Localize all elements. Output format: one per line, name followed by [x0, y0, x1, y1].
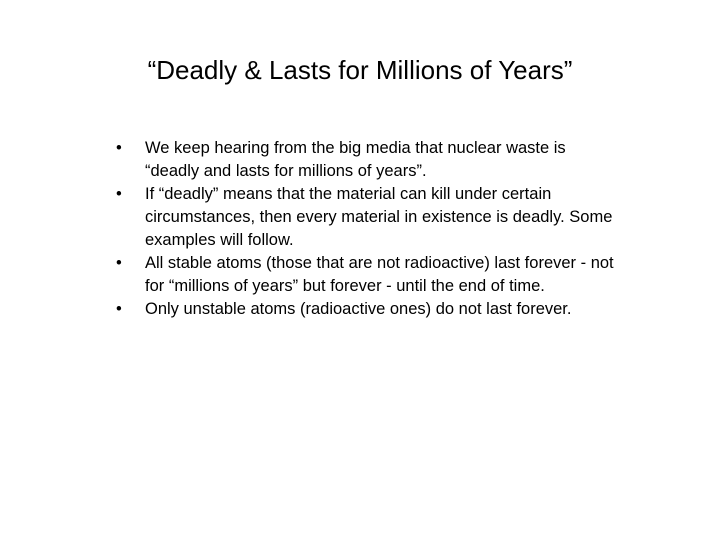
bullet-icon: • [116, 254, 122, 272]
bullet-item [116, 252, 616, 298]
bullet-icon: • [116, 300, 122, 318]
bullet-icon: • [116, 185, 122, 203]
bullet-list [116, 137, 616, 321]
bullet-item [116, 298, 616, 321]
bullet-text: All stable atoms (those that are not radioactive) last forever - not for “millions of years” but forever - until the end of time. [145, 254, 614, 295]
bullet-text: If “deadly” means that the material can kill under certain circumstances, then every material in existence is deadly. Some examples will follow. [145, 185, 613, 249]
bullet-text: Only unstable atoms (radioactive ones) do not last forever. [145, 300, 572, 318]
bullet-item [116, 183, 616, 252]
bullet-text: We keep hearing from the big media that nuclear waste is “deadly and lasts for millions of years”. [145, 139, 566, 180]
slide-title: “Deadly & Lasts for Millions of Years” [147, 55, 573, 85]
bullet-item [116, 137, 616, 183]
bullet-icon: • [116, 139, 122, 157]
